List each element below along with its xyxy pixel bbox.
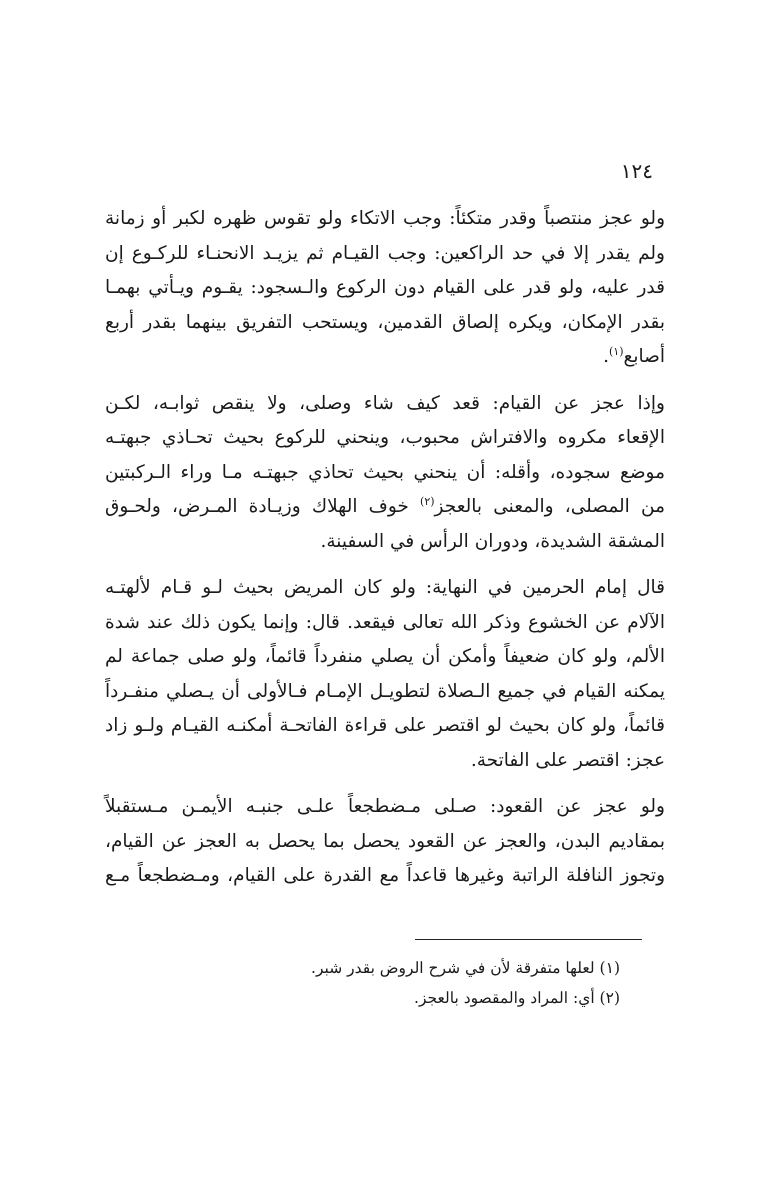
text-fragment: . [603, 346, 609, 367]
text-line: بقدر الإمكان، ويكره إلصاق القدمين، ويستحب التفريق بينهما بقدر أربع [105, 311, 665, 333]
main-text [105, 202, 665, 906]
text-line: يمكنه القيام في جميع الـصلاة لتطويـل الإمـام فـالأولى أن يـصلي منفـرداً [105, 680, 665, 702]
text-line: قدر عليه، ولو قدر على القيام دون الركوع والـسجود: يقـوم ويـأتي بهمـا [105, 277, 665, 298]
text-fragment: أصابع [623, 346, 665, 367]
footnote-1: (١) لعلها متفرقة لأن في شرح الروض بقدر شبر. [311, 959, 620, 977]
footnote-ref: (٢) [420, 494, 435, 508]
text-line: الإقعاء مكروه والافتراش محبوب، وينحني للركوع بحيث تحـاذي جبهتـه [105, 427, 665, 448]
footnote-2: (٢) أي: المراد والمقصود بالعجز. [414, 989, 620, 1007]
text-line: موضع سجوده، وأقله: أن ينحني بحيث تحاذي جبهتـه مـا وراء الـركبتين [105, 461, 665, 483]
text-line [105, 340, 665, 375]
paragraph-1 [105, 202, 665, 375]
text-fragment: من المصلى، والمعنى بالعجز [434, 496, 665, 517]
text-line [105, 490, 665, 525]
paragraph-4 [105, 790, 665, 894]
paragraph-3 [105, 571, 665, 778]
text-line: قال إمام الحرمين في النهاية: ولو كان المريض بحيث لـو قـام لألهتـه [105, 577, 665, 598]
text-line: بمقاديم البدن، والعجز عن القعود يحصل بما يحصل به العجز عن القيام، [105, 830, 665, 852]
paragraph-2 [105, 387, 665, 560]
text-line: ولو عجز عن القعود: صـلى مـضطجعاً علـى جنبـه الأيمـن مـستقبلاً [105, 796, 665, 817]
text-line: قائماً، ولو كان بحيث لو اقتصر على قراءة الفاتحـة أمكنـه القيـام ولـو زاد [105, 715, 665, 736]
footnote-divider [415, 939, 642, 940]
text-line: عجز: اقتصر على الفاتحة. [470, 749, 665, 771]
text-line: وتجوز النافلة الراتبة وغيرها قاعداً مع القدرة على القيام، ومـضطجعاً مـع [105, 865, 665, 886]
text-line: ولو عجز منتصباً وقدر متكئاً: وجب الاتكاء ولو تقوس ظهره لكبر أو زمانة [105, 208, 665, 229]
footnote-ref: (١) [609, 344, 624, 358]
text-line: ولم يقدر إلا في حد الراكعين: وجب القيـام ثم يزيـد الانحنـاء للركـوع إن [105, 242, 665, 264]
text-line: وإذا عجز عن القيام: قعد كيف شاء وصلى، ولا ينقص ثوابـه، لكـن [105, 392, 665, 414]
text-line: المشقة الشديدة، ودوران الرأس في السفينة. [320, 530, 665, 552]
text-fragment: خوف الهلاك وزيـادة المـرض، ولحـوق [105, 496, 421, 517]
text-line: الآلام عن الخشوع وذكر الله تعالى فيقعد. قال: وإنما يكون ذلك عند شدة [105, 611, 665, 633]
page-number: ١٢٤ [620, 159, 653, 183]
text-line: الألم، ولو كان ضعيفاً وأمكن أن يصلي منفرداً قائماً، ولو صلى جماعة لم [105, 646, 665, 667]
footnotes [200, 953, 620, 1013]
